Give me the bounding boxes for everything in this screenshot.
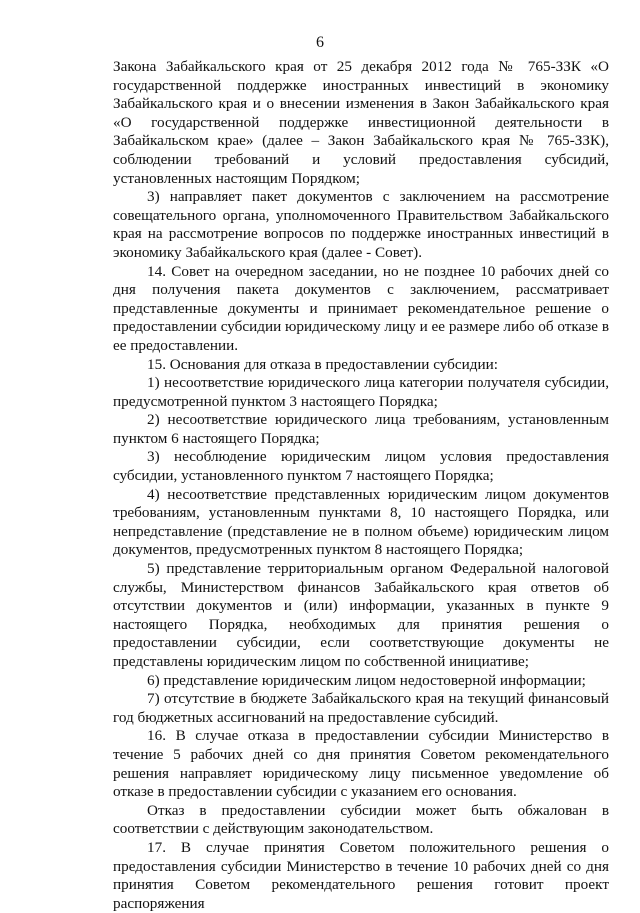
paragraph-15: 15. Основания для отказа в предоставлении субсидии: xyxy=(147,355,498,373)
paragraph-17: 17. В случае принятия Советом положительного решения о предоставления субсидии Министерство в течение 10 рабочих дней со дня принятия Советом рекомендательного решения готовит проект распоряжения xyxy=(113,838,609,912)
document-body xyxy=(113,58,609,913)
paragraph-14: 14. Совет на очередном заседании, но не позднее 10 рабочих дней со дня получения пакета документов с заключением, рассматривает представленные документы и принимает рекомендательное решение о предоставлении субсидии юридическому лицу и ее размере либо об отказе в ее предоставлении. xyxy=(113,262,609,354)
paragraph-continuation: Закона Забайкальского края от 25 декабря 2012 года № 765-ЗЗК «О государственной поддержке иностранных инвестиций в экономику Забайкальского края и о внесении изменения в Закон Забайкальского края «О государственной поддержке инвестиционной деятельности в Забайкальском крае» (далее – Закон Забайкальского края № 765-ЗЗК), соблюдении требований и условий предоставления субсидий, установленных настоящим Порядком; xyxy=(113,58,609,187)
paragraph-15-item-3: 3) несоблюдение юридическим лицом условия предоставления субсидии, установленного пунктом 7 настоящего Порядка; xyxy=(113,448,609,485)
paragraph-15-item-5: 5) представление территориальным органом Федеральной налоговой службы, Министерством финансов Забайкальского края ответов об отсутствии документов и (или) информации, указанных в пункте 9 настоящего Порядка, необходимых для принятия решения о предоставлении субсидии, если соответствующие документы не представлены юридическим лицом по собственной инициативе; xyxy=(113,560,609,670)
paragraph-15-item-4: 4) несоответствие представленных юридическим лицом документов требованиям, установленным пунктами 8, 10 настоящего Порядка, или непредставление (представление не в полном объеме) юридическим лицом документов, предусмотренных пунктом 8 настоящего Порядка; xyxy=(113,485,609,559)
paragraph-16: 16. В случае отказа в предоставлении субсидии Министерство в течение 5 рабочих дней со дня принятия Советом рекомендательного решения направляет юридическому лицу письменное уведомление об отказе в предоставлении субсидии с указанием его основания. xyxy=(113,727,609,801)
paragraph-16-appeal: Отказ в предоставлении субсидии может быть обжалован в соответствии с действующим законодательством. xyxy=(113,801,609,838)
paragraph-15-item-1: 1) несоответствие юридического лица категории получателя субсидии, предусмотренной пунктом 3 настоящего Порядка; xyxy=(113,374,609,410)
page-number: 6 xyxy=(316,34,324,51)
paragraph-15-item-7: 7) отсутствие в бюджете Забайкальского края на текущий финансовый год бюджетных ассигнований на предоставление субсидий. xyxy=(113,690,609,726)
paragraph-item-3: 3) направляет пакет документов с заключением на рассмотрение совещательного органа, уполномоченного Правительством Забайкальского края на рассмотрение вопросов по поддержке иностранных инвестиций в экономику Забайкальского края (далее - Совет). xyxy=(113,188,609,261)
paragraph-15-item-2: 2) несоответствие юридического лица требованиям, установленным пунктом 6 настоящего Порядка; xyxy=(113,411,609,447)
paragraph-15-item-6: 6) представление юридическим лицом недостоверной информации; xyxy=(147,671,586,689)
